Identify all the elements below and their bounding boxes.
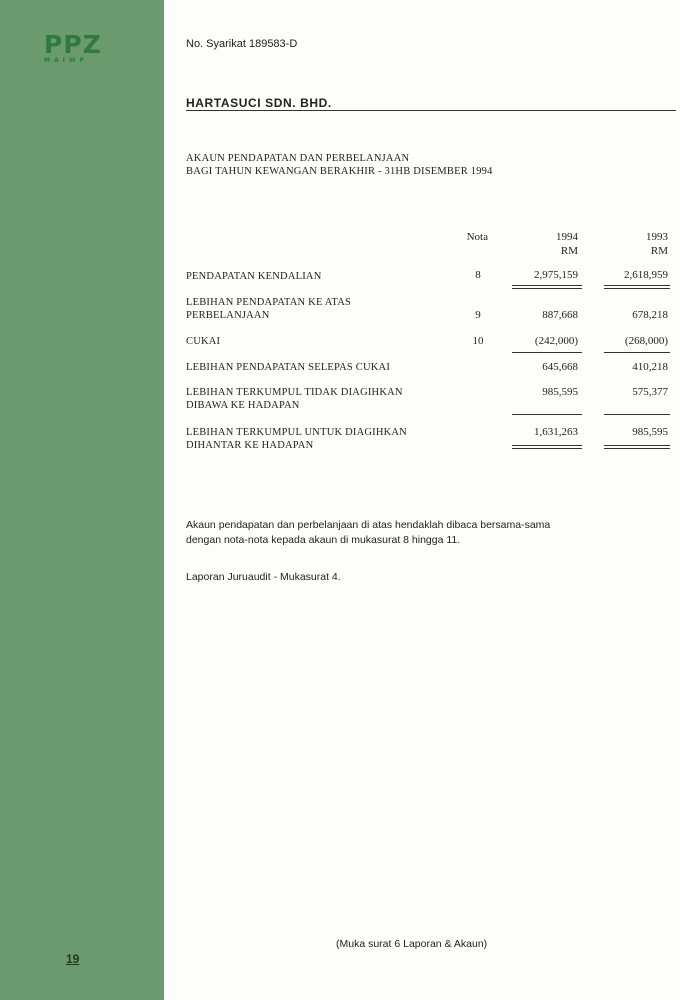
rule-1994-double-bottom [512, 288, 582, 289]
row-operating-income-1993: 2,618,959 [624, 269, 668, 281]
row-operating-income-note: 8 [475, 269, 481, 281]
notes-paragraph-line2: dengan nota-nota kepada akaun di mukasurat 8 hingga 11. [186, 534, 461, 546]
statement-title-line2: BAGI TAHUN KEWANGAN BERAKHIR - 31HB DISEMBER 1994 [186, 166, 493, 177]
row-operating-income-label: PENDAPATAN KENDALIAN [186, 271, 322, 282]
rule-1993-double-top [604, 285, 670, 286]
row-accumulated-brought-forward-label [186, 386, 403, 412]
row-accumulated-brought-forward-line2: DIBAWA KE HADAPAN [186, 400, 300, 411]
row-operating-income-1994: 2,975,159 [534, 269, 578, 281]
row-surplus-over-expense-line1: LEBIHAN PENDAPATAN KE ATAS [186, 297, 352, 308]
year-1993-label: 1993 [646, 231, 668, 243]
row-accumulated-brought-forward-line1: LEBIHAN TERKUMPUL TIDAK DIAGIHKAN [186, 387, 403, 398]
rule-1994-single-a [512, 352, 582, 353]
statement-title-line1: AKAUN PENDAPATAN DAN PERBELANJAAN [186, 153, 410, 164]
row-accumulated-carried-forward-line2: DIHANTAR KE HADAPAN [186, 440, 314, 451]
row-tax-1993: (268,000) [624, 335, 668, 347]
green-sidebar [0, 0, 164, 1000]
page-number: 19 [66, 952, 80, 966]
row-surplus-over-expense-note: 9 [475, 309, 481, 321]
rule-1994-final-top [512, 445, 582, 446]
year-1993-unit: RM [650, 245, 668, 257]
rule-1993-double-bottom [604, 288, 670, 289]
rule-1993-single-a [604, 352, 670, 353]
rule-1993-final-bottom [604, 448, 670, 449]
row-surplus-over-expense-1994: 887,668 [542, 309, 578, 321]
statement-title [186, 152, 493, 178]
row-surplus-after-tax-1994: 645,668 [542, 361, 578, 373]
row-surplus-after-tax-1993: 410,218 [632, 361, 668, 373]
rule-1994-final-bottom [512, 448, 582, 449]
logo-sub-text: MAIWP [44, 57, 88, 64]
year-1994-unit: RM [560, 245, 578, 257]
row-tax-note: 10 [472, 335, 484, 347]
note-column-header: Nota [466, 231, 488, 243]
auditor-report-reference: Laporan Juruaudit - Mukasurat 4. [186, 571, 341, 583]
rule-1994-double-top [512, 285, 582, 286]
company-registration: No. Syarikat 189583-D [186, 38, 298, 50]
year-1993-header [588, 230, 668, 258]
row-accumulated-carried-forward-1993: 985,595 [632, 426, 668, 438]
row-accumulated-carried-forward-line1: LEBIHAN TERKUMPUL UNTUK DIAGIHKAN [186, 427, 407, 438]
row-surplus-over-expense-label [186, 296, 351, 322]
row-tax-1994: (242,000) [534, 335, 578, 347]
row-accumulated-carried-forward-1994: 1,631,263 [534, 426, 578, 438]
row-accumulated-carried-forward-label [186, 426, 407, 452]
header-rule [186, 110, 676, 111]
ppz-logo [44, 30, 114, 64]
year-1994-header [498, 230, 578, 258]
rule-1993-single-b [604, 414, 670, 415]
rule-1994-single-b [512, 414, 582, 415]
notes-paragraph [186, 518, 550, 548]
rule-1993-final-top [604, 445, 670, 446]
logo-main-text: PPZ [44, 30, 102, 59]
row-surplus-over-expense-1993: 678,218 [632, 309, 668, 321]
row-tax-label: CUKAI [186, 336, 221, 347]
company-name: HARTASUCI SDN. BHD. [186, 96, 332, 110]
notes-paragraph-line1: Akaun pendapatan dan perbelanjaan di atas hendaklah dibaca bersama-sama [186, 519, 551, 531]
report-page-reference: (Muka surat 6 Laporan & Akaun) [336, 938, 488, 950]
row-surplus-over-expense-line2: PERBELANJAAN [186, 310, 270, 321]
row-accumulated-brought-forward-1993: 575,377 [632, 386, 668, 398]
row-accumulated-brought-forward-1994: 985,595 [542, 386, 578, 398]
row-surplus-after-tax-label: LEBIHAN PENDAPATAN SELEPAS CUKAI [186, 362, 391, 373]
year-1994-label: 1994 [556, 231, 578, 243]
